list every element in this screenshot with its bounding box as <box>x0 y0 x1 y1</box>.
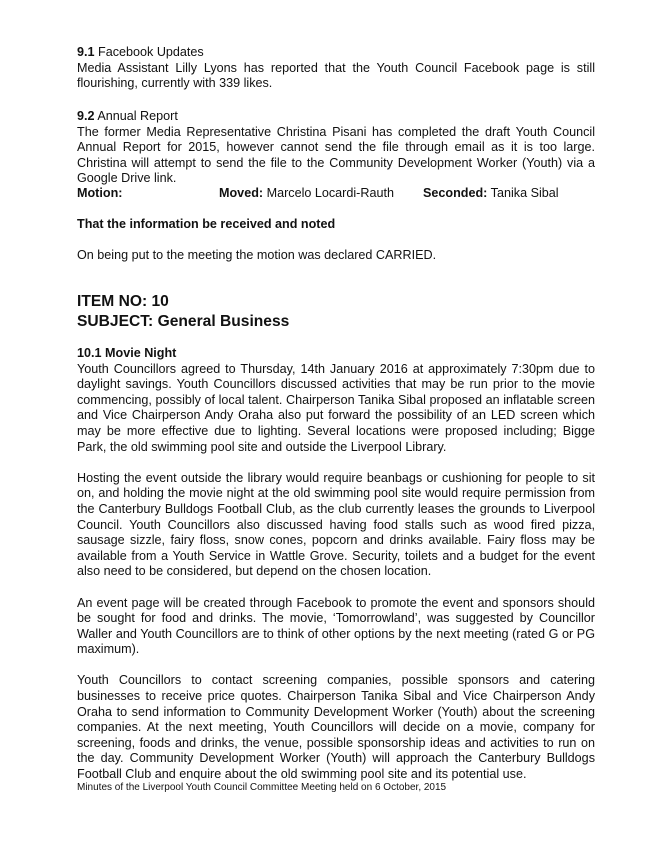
section-heading <box>77 45 595 61</box>
seconded-by <box>423 186 559 200</box>
moved-by <box>219 186 394 200</box>
paragraph: Youth Councillors agreed to Thursday, 14th January 2016 at approximately 7:30pm due to daylight savings. Youth Councillors discussed activities that may be run prior to the movie commencing, possibly of local talent. Chairperson Tanika Sibal proposed an inflatable screen and Vice Chairperson Andy Oraha also put forward the possibility of an LED screen which may be more effective due to lighting. Several locations were proposed including; Bigge Park, the old swimming pool site and outside the Liverpool Library. <box>77 361 595 454</box>
item-subject: SUBJECT: General Business <box>77 313 290 330</box>
paragraph: Youth Councillors to contact screening companies, possible sponsors and catering businesses to receive price quotes. Chairperson Tanika Sibal and Vice Chairperson Andy Oraha to send information to Community Development Worker (Youth) about the screening companies. At the next meeting, Youth Councillors will decide on a movie, company for screening, foods and drinks, the venue, possible sponsorship ideas and activities to run on the day. Community Development Worker (Youth) will approach the Canterbury Bulldogs Football Club and enquire about the old swimming pool site and its potential use. <box>77 673 595 782</box>
section-body: Media Assistant Lilly Lyons has reported that the Youth Council Facebook page is still flourishing, currently with 339 likes. <box>77 60 595 91</box>
section-number: 9.1 <box>77 45 95 59</box>
outcome-text: On being put to the meeting the motion was declared CARRIED. <box>77 248 437 262</box>
seconded-label: Seconded: <box>423 186 488 200</box>
resolution-text: That the information be received and noted <box>77 217 336 231</box>
motion-row <box>77 186 597 202</box>
seconded-by-name: Tanika Sibal <box>490 186 559 200</box>
paragraph: An event page will be created through Facebook to promote the event and sponsors should be sought for food and drinks. The movie, ‘Tomorrowland’, was suggested by Councillor Waller and Youth Councillors are to think of other options by the next meeting (rated G or PG maximum). <box>77 595 595 657</box>
section-9-1 <box>77 45 595 92</box>
page-footer: Minutes of the Liverpool Youth Council Committee Meeting held on 6 October, 2015 <box>77 782 447 793</box>
item-number: ITEM NO: 10 <box>77 293 169 310</box>
section-heading <box>77 109 595 125</box>
section-heading: 10.1 Movie Night <box>77 346 177 360</box>
section-title: Annual Report <box>97 109 178 123</box>
moved-by-name: Marcelo Locardi-Rauth <box>266 186 394 200</box>
section-10-1 <box>77 346 595 783</box>
section-title: Facebook Updates <box>98 45 204 59</box>
item-heading-block <box>77 292 595 332</box>
moved-label: Moved: <box>219 186 264 200</box>
section-number: 9.2 <box>77 109 95 123</box>
motion-label: Motion: <box>77 186 123 200</box>
paragraph: Hosting the event outside the library would require beanbags or cushioning for people to sit on, and holding the movie night at the old swimming pool site would require permission from the Canterbury Bulldogs Football Club, as the club currently leases the grounds to Liverpool Council. Youth Councillors also discussed having food stalls such as wood fired pizza, sausage sizzle, fairy floss, snow cones, popcorn and drinks available. Fairy floss may be available from a Youth Service in Wattle Grove. Security, toilets and a budget for the event also need to be considered, but depend on the chosen location. <box>77 470 595 579</box>
section-body: The former Media Representative Christina Pisani has completed the draft Youth Council Annual Report for 2015, however cannot send the file through email as it is too large. Christina will attempt to send the file to the Community Development Worker (Youth) via a Google Drive link. <box>77 124 595 186</box>
section-9-2 <box>77 109 595 187</box>
